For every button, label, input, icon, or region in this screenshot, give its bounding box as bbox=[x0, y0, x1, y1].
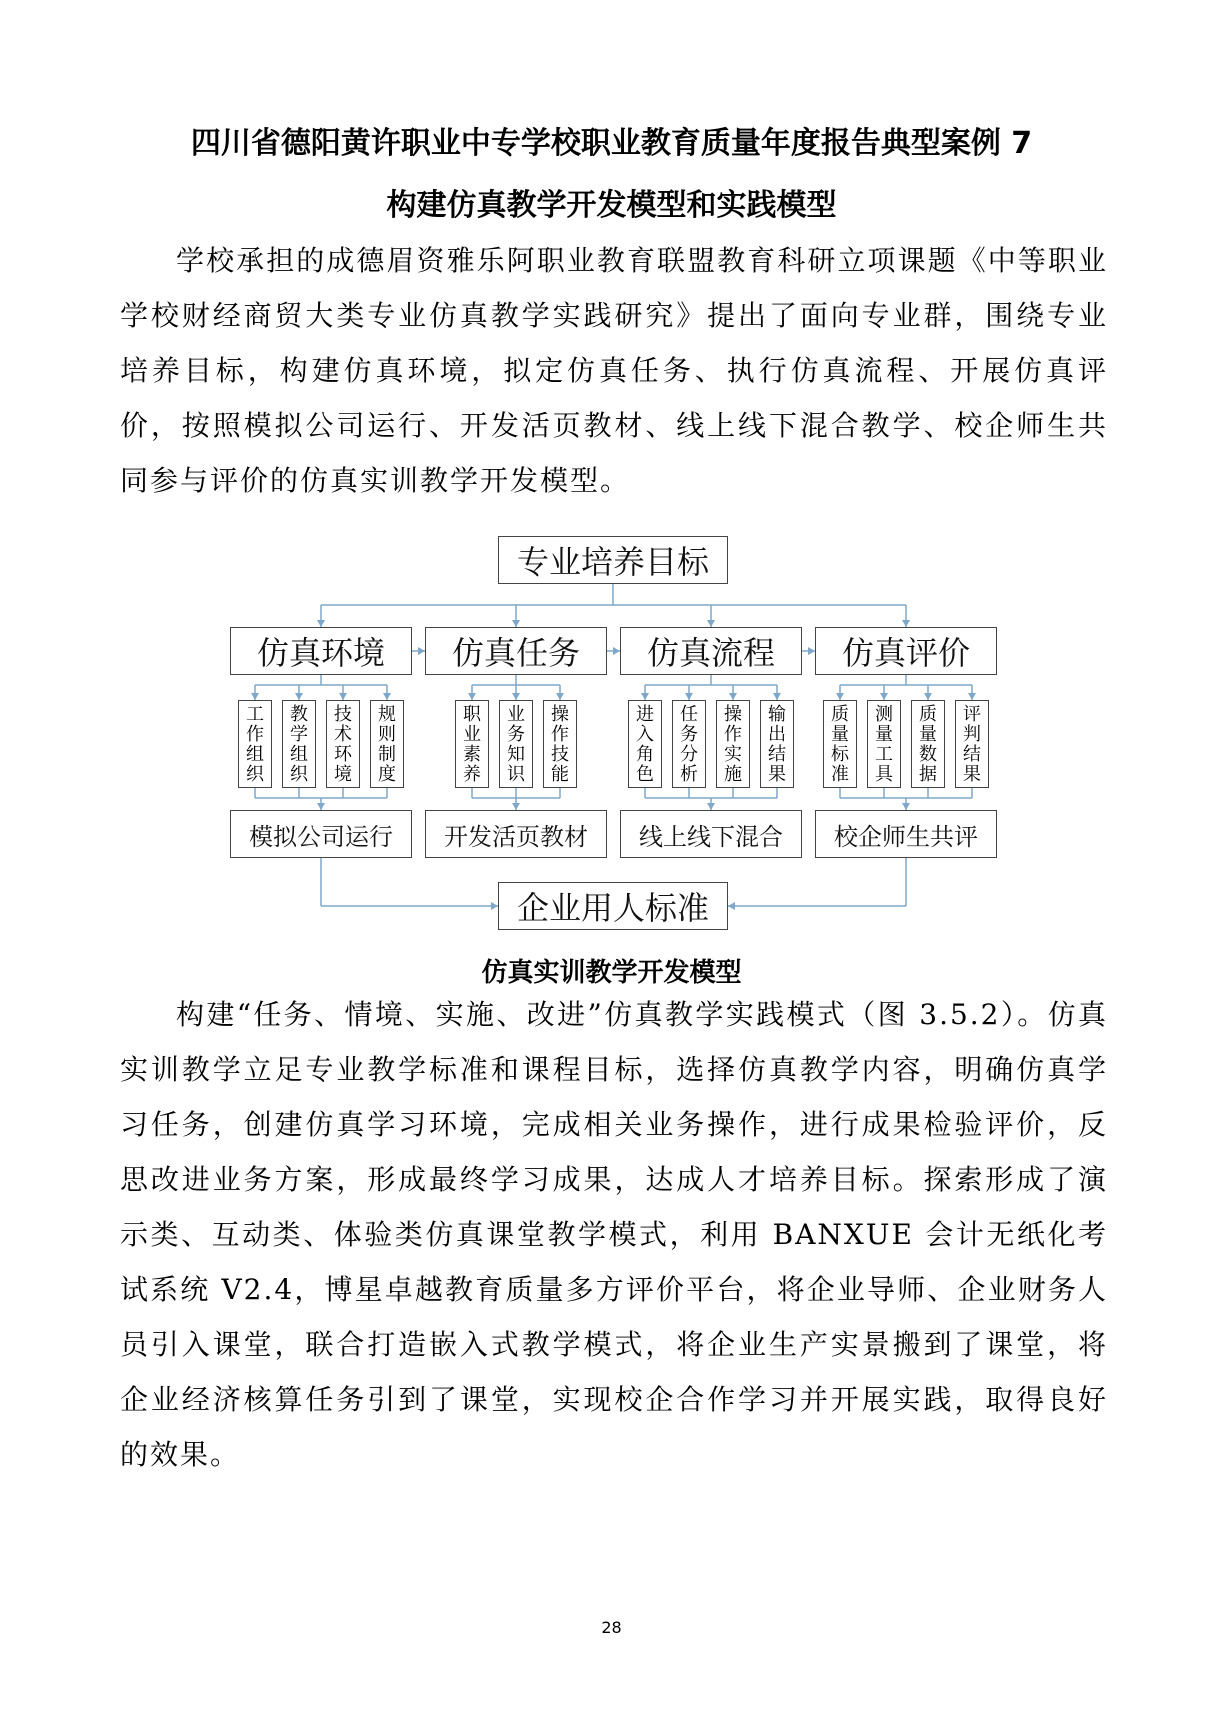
connector-arrow bbox=[491, 902, 498, 910]
group-head-box: 仿真任务 bbox=[425, 627, 607, 675]
connector-arrow bbox=[902, 620, 910, 627]
connector-arrow bbox=[613, 647, 620, 655]
connector-arrow bbox=[728, 902, 735, 910]
group-item-box: 操作技能 bbox=[543, 700, 577, 788]
group-item-box: 业务知识 bbox=[499, 700, 533, 788]
group-item-box: 工作组织 bbox=[238, 700, 272, 788]
connector-arrow bbox=[295, 693, 303, 700]
connector-arrow bbox=[418, 647, 425, 655]
group-item-box: 质量数据 bbox=[911, 700, 945, 788]
connector-arrow bbox=[707, 803, 715, 810]
connector-arrow bbox=[729, 693, 737, 700]
group-item-box: 任务分析 bbox=[672, 700, 706, 788]
connector-arrow bbox=[880, 693, 888, 700]
group-item-box: 输出结果 bbox=[760, 700, 794, 788]
connector-arrow bbox=[468, 693, 476, 700]
group-foot-box: 线上线下混合 bbox=[620, 810, 802, 858]
group-item-box: 测量工具 bbox=[867, 700, 901, 788]
group-head-box: 仿真评价 bbox=[815, 627, 997, 675]
connector-arrow bbox=[251, 693, 259, 700]
report-title: 四川省德阳黄许职业中专学校职业教育质量年度报告典型案例 7 bbox=[190, 126, 1033, 161]
bottom-standard-box: 企业用人标准 bbox=[498, 882, 728, 930]
group-foot-box: 校企师生共评 bbox=[815, 810, 997, 858]
connector-arrow bbox=[836, 693, 844, 700]
top-goal-box: 专业培养目标 bbox=[498, 536, 728, 584]
connector-arrow bbox=[685, 693, 693, 700]
group-foot-box: 开发活页教材 bbox=[425, 810, 607, 858]
group-head-box: 仿真流程 bbox=[620, 627, 802, 675]
connector-arrow bbox=[924, 693, 932, 700]
connector-arrow bbox=[902, 803, 910, 810]
group-item-box: 操作实施 bbox=[716, 700, 750, 788]
connector-arrow bbox=[773, 693, 781, 700]
connector-arrow bbox=[317, 620, 325, 627]
case-title: 构建仿真教学开发模型和实践模型 bbox=[386, 188, 837, 223]
group-item-box: 技术环境 bbox=[326, 700, 360, 788]
group-head-box: 仿真环境 bbox=[230, 627, 412, 675]
group-foot-box: 模拟公司运行 bbox=[230, 810, 412, 858]
diagram-caption: 仿真实训教学开发模型 bbox=[481, 958, 742, 988]
page-number: 28 bbox=[601, 1618, 622, 1637]
group-item-box: 职业素养 bbox=[455, 700, 489, 788]
connector-arrow bbox=[383, 693, 391, 700]
group-item-box: 教学组织 bbox=[282, 700, 316, 788]
group-item-box: 评判结果 bbox=[955, 700, 989, 788]
connector-arrow bbox=[512, 803, 520, 810]
practice-paragraph: 构建“任务、情境、实施、改进”仿真教学实践模式（图 3.5.2）。仿真实训教学立足专业教学标准和课程目标，选择仿真教学内容，明确仿真学习任务，创建仿真学习环境，完成相关业务操作，进行成果检验评价，反思改进业务方案，形成最终学习成果，达成人才培养目标。探索形成了演示类、互动类、体验类仿真课堂教学模式，利用 BANXUE 会计无纸化考试系统 V2.4，博星卓越教育质量多方评价平台，将企业导师、企业财务人员引入课堂，联合打造嵌入式教学模式，将企业生产实景搬到了课堂，将企业经济核算任务引到了课堂，实现校企合作学习并开展实践，取得良好的效果。 bbox=[120, 998, 1108, 1471]
connector-arrow bbox=[339, 693, 347, 700]
connector-arrow bbox=[317, 803, 325, 810]
group-item-box: 规则制度 bbox=[370, 700, 404, 788]
group-item-box: 进入角色 bbox=[628, 700, 662, 788]
connector-arrow bbox=[556, 693, 564, 700]
connector-arrow bbox=[512, 620, 520, 627]
connector-arrow bbox=[808, 647, 815, 655]
connector-arrow bbox=[512, 693, 520, 700]
connector-arrow bbox=[707, 620, 715, 627]
intro-paragraph: 学校承担的成德眉资雅乐阿职业教育联盟教育科研立项课题《中等职业学校财经商贸大类专业仿真教学实践研究》提出了面向专业群，围绕专业培养目标，构建仿真环境，拟定仿真任务、执行仿真流程、开展仿真评价，按照模拟公司运行、开发活页教材、线上线下混合教学、校企师生共同参与评价的仿真实训教学开发模型。 bbox=[120, 244, 1108, 497]
connector-arrow bbox=[641, 693, 649, 700]
group-item-box: 质量标准 bbox=[823, 700, 857, 788]
connector-arrow bbox=[968, 693, 976, 700]
